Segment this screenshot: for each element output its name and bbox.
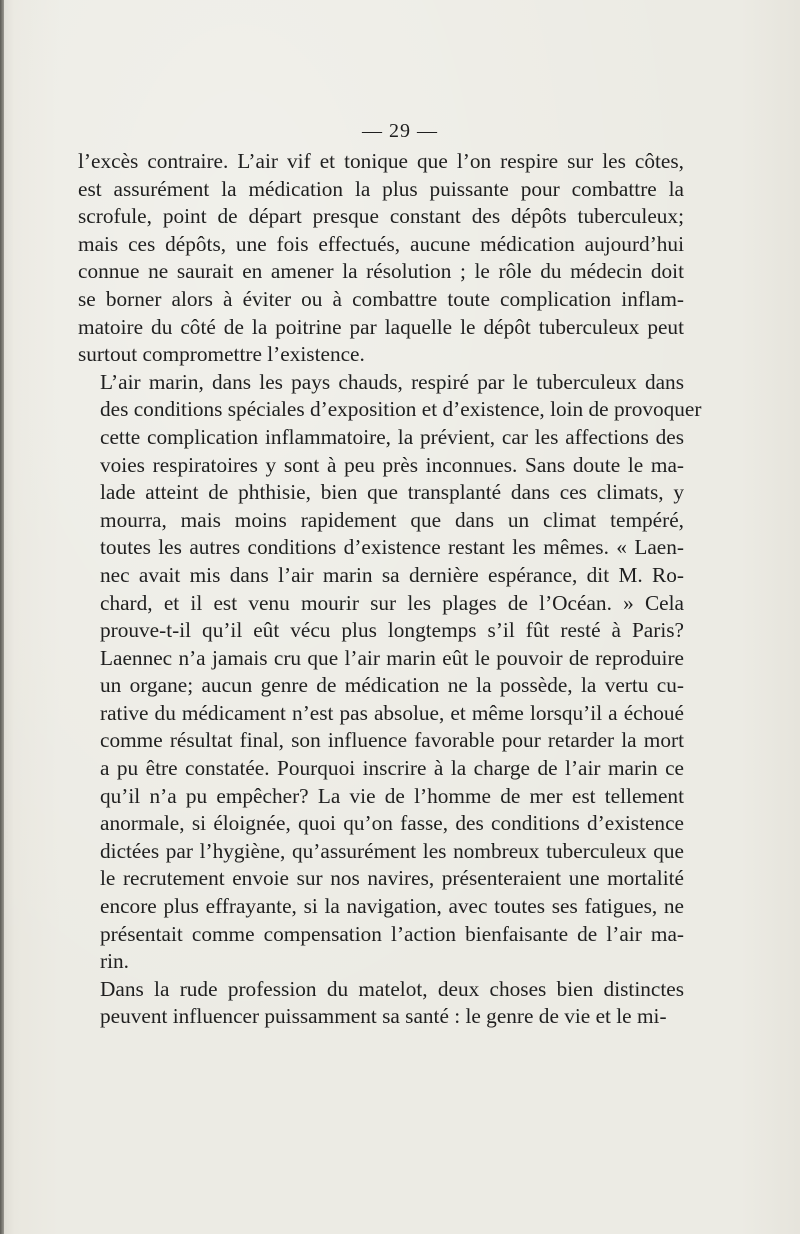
text-line: mourra, mais moins rapidement que dans un climat tempéré, xyxy=(100,507,684,532)
text-line: voies respiratoires y sont à peu près inconnues. Sans doute le ma- xyxy=(100,452,684,477)
text-line: L’air marin, dans les pays chauds, respiré par le tuberculeux dans xyxy=(100,369,684,394)
body-text xyxy=(78,148,702,1031)
text-line: comme résultat final, son influence favorable pour retarder la mort xyxy=(100,728,684,753)
text-line: un organe; aucun genre de médication ne la possède, la vertu cu- xyxy=(100,673,684,698)
text-line: matoire du côté de la poitrine par laquelle le dépôt tuberculeux peut xyxy=(78,314,684,339)
text-line: cette complication inflammatoire, la prévient, car les affections des xyxy=(100,424,684,449)
text-line: se borner alors à éviter ou à combattre toute complication inflam- xyxy=(78,286,684,311)
text-line: Laennec n’a jamais cru que l’air marin eût le pouvoir de reproduire xyxy=(100,645,684,670)
text-line: l’excès contraire. L’air vif et tonique que l’on respire sur les côtes, xyxy=(78,149,684,173)
page-number: — 29 — xyxy=(362,120,438,142)
binding-edge xyxy=(0,0,4,1234)
text-line: nec avait mis dans l’air marin sa dernière espérance, dit M. Ro- xyxy=(100,562,684,587)
paragraph-2 xyxy=(78,369,702,976)
text-line: anormale, si éloignée, quoi qu’on fasse, des conditions d’existence xyxy=(100,811,684,836)
text-line: dictées par l’hygiène, qu’assurément les nombreux tuberculeux que xyxy=(100,838,684,863)
text-line: encore plus effrayante, si la navigation, avec toutes ses fatigues, ne xyxy=(100,894,684,919)
text-line: rin. xyxy=(100,949,129,974)
paragraph-3 xyxy=(78,976,684,1031)
text-line: peuvent influencer puissamment sa santé : le genre de vie et le mi- xyxy=(100,1004,667,1029)
text-line: est assurément la médication la plus puissante pour combattre la xyxy=(78,176,684,201)
text-line: toutes les autres conditions d’existence restant les mêmes. « Laen- xyxy=(100,535,684,560)
text-line: prouve-t-il qu’il eût vécu plus longtemps s’il fût resté à Paris? xyxy=(100,618,684,643)
text-line: surtout compromettre l’existence. xyxy=(78,342,365,367)
text-line: chard, et il est venu mourir sur les plages de l’Océan. » Cela xyxy=(100,590,684,615)
text-line: scrofule, point de départ presque constant des dépôts tuberculeux; xyxy=(78,204,684,229)
text-line: connue ne saurait en amener la résolution ; le rôle du médecin doit xyxy=(78,259,684,284)
text-line: des conditions spéciales d’exposition et d’existence, loin de provoquer xyxy=(100,397,702,422)
text-line: rative du médicament n’est pas absolue, et même lorsqu’il a échoué xyxy=(100,700,684,725)
text-line: lade atteint de phthisie, bien que transplanté dans ces climats, y xyxy=(100,480,684,505)
text-line: a pu être constatée. Pourquoi inscrire à la charge de l’air marin ce xyxy=(100,756,684,781)
text-line: présentait comme compensation l’action bienfaisante de l’air ma- xyxy=(100,921,684,946)
paragraph-1 xyxy=(78,148,684,369)
text-line: Dans la rude profession du matelot, deux choses bien distinctes xyxy=(100,976,684,1001)
text-line: qu’il n’a pu empêcher? La vie de l’homme de mer est tellement xyxy=(100,783,684,808)
text-line: le recrutement envoie sur nos navires, présenteraient une mortalité xyxy=(100,866,684,891)
text-line: mais ces dépôts, une fois effectués, aucune médication aujourd’hui xyxy=(78,231,684,256)
